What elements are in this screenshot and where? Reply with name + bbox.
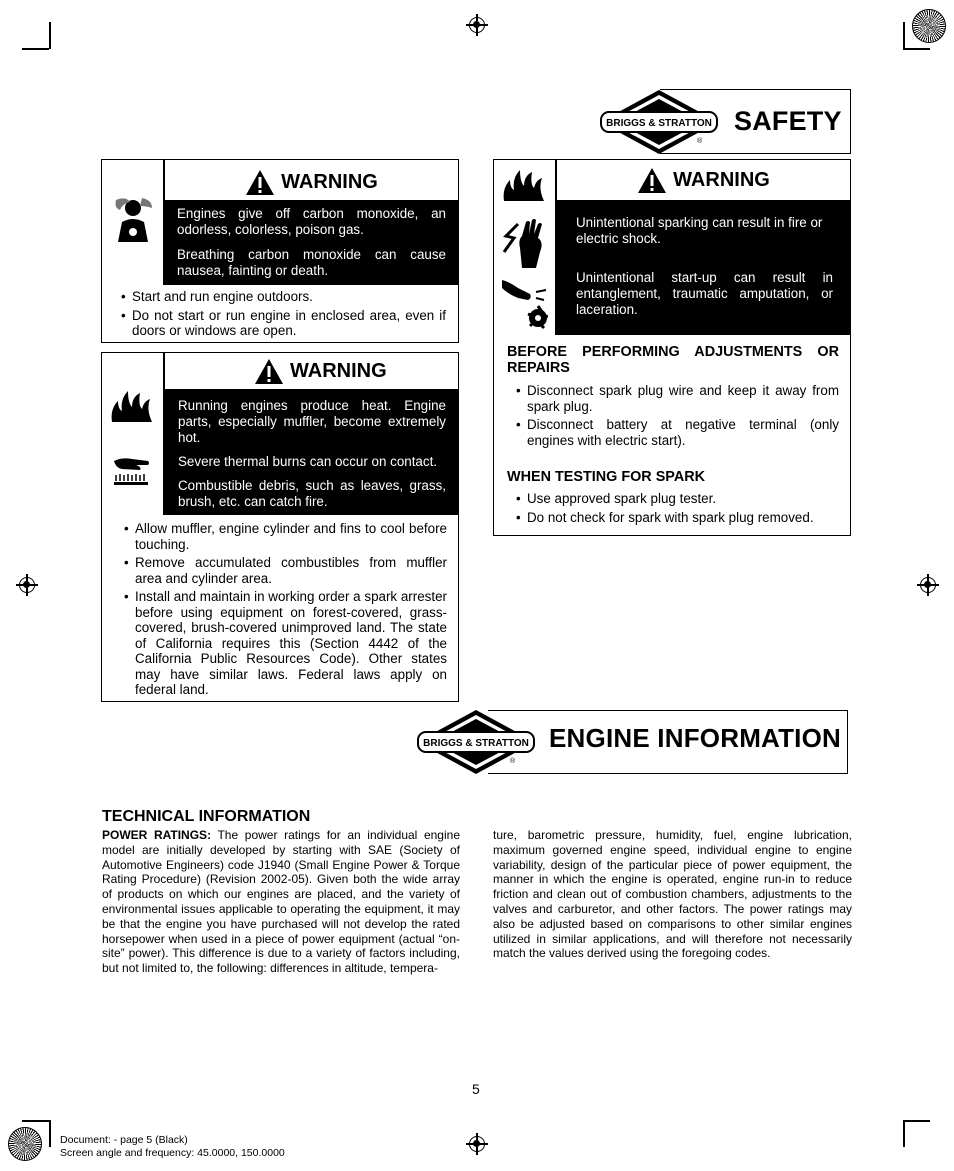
fire-icon bbox=[110, 391, 154, 423]
technical-information-heading: TECHNICAL INFORMATION bbox=[102, 808, 311, 825]
list-item: • Disconnect battery at negative terminal (only engines with electric start). bbox=[516, 417, 839, 448]
svg-text:®: ® bbox=[697, 138, 703, 145]
safety-bullet-list bbox=[516, 383, 839, 451]
crop-mark bbox=[903, 1120, 930, 1122]
registration-mark-icon bbox=[469, 1136, 485, 1152]
crop-mark bbox=[49, 22, 51, 49]
warning-triangle-icon bbox=[254, 358, 284, 385]
list-item: • Do not start or run engine in enclosed area, even if doors or windows are open. bbox=[121, 308, 446, 339]
warning-header bbox=[164, 168, 459, 196]
color-bar-starburst-icon bbox=[912, 9, 946, 43]
hazard-text: Unintentional start-up can result in entanglement, traumatic amputation, or laceration. bbox=[576, 270, 833, 317]
crop-mark bbox=[903, 1120, 905, 1147]
warning-box-spark bbox=[493, 159, 851, 536]
electric-shock-icon bbox=[502, 218, 546, 270]
warning-box-carbon-monoxide bbox=[101, 159, 459, 343]
list-item: • Start and run engine outdoors. bbox=[121, 289, 446, 305]
registration-mark-icon bbox=[469, 17, 485, 33]
registration-mark-icon bbox=[920, 577, 936, 593]
color-bar-starburst-icon bbox=[8, 1127, 42, 1161]
warning-triangle-icon bbox=[637, 167, 667, 194]
technical-paragraph: The power ratings for an individual engine model are initially developed by starting with SAE (Society of Automotive Engineers) code J1940 (Small Engine Power & Torque Rating Procedure) (Revision 2002-05). Given both the wide array of products on which our engines are placed, and the variety of environmental issues applicable to operating the equipment, it may be that the engine you have purchased will not develop the rated horsepower when used in a piece of power equipment (actual “on-site” power). This difference is due to a variety of factors including, but not limited to, the following: differences in altitude, tempera- bbox=[102, 828, 460, 976]
warning-title: WARNING bbox=[673, 168, 770, 191]
section-subheading: BEFORE PERFORMING ADJUSTMENTS OR REPAIRS bbox=[507, 344, 839, 376]
list-item: • Use approved spark plug tester. bbox=[516, 491, 839, 507]
svg-text:BRIGGS & STRATTON: BRIGGS & STRATTON bbox=[606, 118, 712, 129]
warning-header bbox=[556, 165, 851, 195]
crop-mark bbox=[22, 1120, 49, 1122]
hazard-text: Breathing carbon monoxide can cause nausea, fainting or death. bbox=[177, 247, 446, 278]
hazard-text: Severe thermal burns can occur on contact. bbox=[178, 454, 438, 469]
warning-title: WARNING bbox=[290, 359, 387, 382]
hot-surface-icon bbox=[112, 453, 152, 487]
engine-information-title: ENGINE INFORMATION bbox=[549, 723, 841, 753]
list-item: • Do not check for spark with spark plug removed. bbox=[516, 510, 839, 526]
footer-line: Document: - page 5 (Black) bbox=[60, 1134, 188, 1146]
hazard-text: Unintentional sparking can result in fire or electric shock. bbox=[576, 215, 823, 246]
technical-column-left bbox=[102, 828, 460, 976]
briggs-stratton-logo bbox=[415, 709, 537, 775]
safety-title: SAFETY bbox=[734, 106, 842, 136]
entanglement-icon bbox=[500, 278, 548, 330]
list-item: • Allow muffler, engine cylinder and fins to cool before touching. bbox=[124, 521, 447, 552]
safety-bullet-list bbox=[124, 521, 447, 701]
warning-hazard-panel bbox=[556, 200, 851, 335]
safety-bullet-list bbox=[516, 491, 839, 528]
warning-hazard-panel bbox=[164, 200, 459, 285]
crop-mark bbox=[903, 48, 930, 50]
list-item: • Disconnect spark plug wire and keep it away from spark plug. bbox=[516, 383, 839, 414]
page-number: 5 bbox=[472, 1081, 480, 1097]
list-item: • Remove accumulated combustibles from muffler area and cylinder area. bbox=[124, 555, 447, 586]
technical-paragraph: ture, barometric pressure, humidity, fuel, engine lubrication, maximum governed engine speed, individual engine to engine variability, design of the particular piece of power equipment, the manner in which the engine is operated, engine run-in to reduce friction and clean out of combustion chambers, adjustments to the valves and carburetor, and other factors. The power ratings may also be adjusted based on comparisons to other similar engines utilized in similar applications, and will therefore not necessarily match the values derived using the foregoing codes. bbox=[493, 828, 852, 961]
power-ratings-label: POWER RATINGS: bbox=[102, 828, 212, 842]
briggs-stratton-logo bbox=[598, 89, 720, 155]
hazard-text: Running engines produce heat. Engine parts, especially muffler, become extremely hot. bbox=[178, 398, 446, 445]
warning-header bbox=[164, 356, 459, 386]
registration-mark-icon bbox=[19, 577, 35, 593]
warning-hazard-panel bbox=[164, 389, 459, 515]
hazard-text: Engines give off carbon monoxide, an odorless, colorless, poison gas. bbox=[177, 206, 446, 237]
warning-triangle-icon bbox=[245, 169, 275, 196]
crop-mark bbox=[22, 48, 49, 50]
section-subheading: WHEN TESTING FOR SPARK bbox=[507, 469, 706, 485]
print-footer bbox=[60, 1134, 285, 1159]
crop-mark bbox=[903, 22, 905, 49]
list-item: • Install and maintain in working order a spark arrester before using equipment on forest-covered, grass-covered, brush-covered unimproved land. The state of California requires this (Section 4442 of the California Public Resources Code). Other states may have similar laws. Federal laws apply on federal land. bbox=[124, 589, 447, 698]
hazard-text: Combustible debris, such as leaves, grass, brush, etc. can catch fire. bbox=[178, 478, 446, 509]
warning-box-heat bbox=[101, 352, 459, 702]
footer-line: Screen angle and frequency: 45.0000, 150.0000 bbox=[60, 1146, 285, 1159]
warning-title: WARNING bbox=[281, 170, 378, 193]
svg-text:®: ® bbox=[510, 758, 516, 765]
technical-column-right bbox=[493, 828, 852, 961]
poison-gas-icon bbox=[112, 196, 154, 244]
safety-bullet-list bbox=[121, 289, 446, 342]
crop-mark bbox=[49, 1120, 51, 1147]
fire-icon bbox=[502, 168, 546, 202]
svg-text:BRIGGS & STRATTON: BRIGGS & STRATTON bbox=[423, 738, 529, 749]
